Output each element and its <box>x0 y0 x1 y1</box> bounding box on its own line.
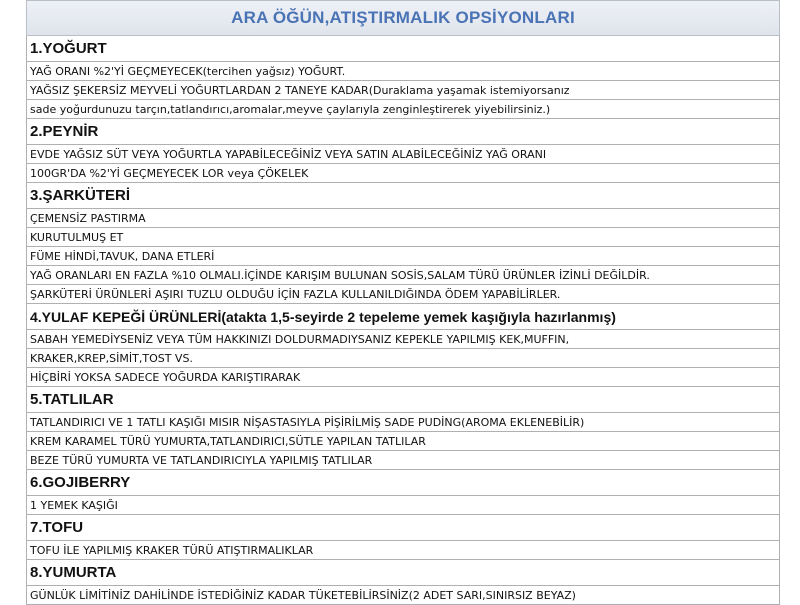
section-heading: 3.ŞARKÜTERİ <box>27 183 779 209</box>
section-heading: 5.TATLILAR <box>27 387 779 413</box>
page-title: ARA ÖĞÜN,ATIŞTIRMALIK OPSİYONLARI <box>231 8 575 27</box>
section-line: ŞARKÜTERİ ÜRÜNLERİ AŞIRI TUZLU OLDUĞU İÇİN FAZLA KULLANILDIĞINDA ÖDEM YAPABİLİRLER. <box>27 285 779 304</box>
section-heading: 4.YULAF KEPEĞİ ÜRÜNLERİ(atakta 1,5-seyirde 2 tepeleme yemek kaşığıyla hazırlanmış) <box>27 304 779 330</box>
section-line: GÜNLÜK LİMİTİNİZ DAHİLİNDE İSTEDİĞİNİZ KADAR TÜKETEBİLİRSİNİZ(2 ADET SARI,SINIRSIZ BEYAZ) <box>27 586 779 605</box>
section-line: 100GR'DA %2'Yİ GEÇMEYECEK LOR veya ÇÖKELEK <box>27 164 779 183</box>
section-line: EVDE YAĞSIZ SÜT VEYA YOĞURTLA YAPABİLECEĞİNİZ VEYA SATIN ALABİLECEĞİNİZ YAĞ ORANI <box>27 145 779 164</box>
section-line: sade yoğurdunuzu tarçın,tatlandırıcı,aromalar,meyve çaylarıyla zenginleştirerek yiyebilirsiniz.) <box>27 100 779 119</box>
section-heading: 8.YUMURTA <box>27 560 779 586</box>
section-line: TATLANDIRICI VE 1 TATLI KAŞIĞI MISIR NİŞASTASIYLA PİŞİRİLMİŞ SADE PUDİNG(AROMA EKLENEBİLİR) <box>27 413 779 432</box>
section-line: HİÇBİRİ YOKSA SADECE YOĞURDA KARIŞTIRARAK <box>27 368 779 387</box>
section-line: SABAH YEMEDİYSENİZ VEYA TÜM HAKKINIZI DOLDURMADIYSANIZ KEPEKLE YAPILMIŞ KEK,MUFFIN, <box>27 330 779 349</box>
section-line: BEZE TÜRÜ YUMURTA VE TATLANDIRICIYLA YAPILMIŞ TATLILAR <box>27 451 779 470</box>
section-line: 1 YEMEK KAŞIĞI <box>27 496 779 515</box>
section-line: FÜME HİNDİ,TAVUK, DANA ETLERİ <box>27 247 779 266</box>
section-line: TOFU İLE YAPILMIŞ KRAKER TÜRÜ ATIŞTIRMALIKLAR <box>27 541 779 560</box>
section-heading: 1.YOĞURT <box>27 36 779 62</box>
section-line: YAĞ ORANLARI EN FAZLA %10 OLMALI.İÇİNDE KARIŞIM BULUNAN SOSİS,SALAM TÜRÜ ÜRÜNLER İZİNLİ DEĞİLDİR. <box>27 266 779 285</box>
section-heading: 2.PEYNİR <box>27 119 779 145</box>
page-title-bar <box>26 0 780 36</box>
section-line: ÇEMENSİZ PASTIRMA <box>27 209 779 228</box>
section-line: YAĞ ORANI %2'Yİ GEÇMEYECEK(tercihen yağsız) YOĞURT. <box>27 62 779 81</box>
section-heading: 6.GOJIBERRY <box>27 470 779 496</box>
section-heading: 7.TOFU <box>27 515 779 541</box>
section-line: KRAKER,KREP,SİMİT,TOST VS. <box>27 349 779 368</box>
section-line: KURUTULMUŞ ET <box>27 228 779 247</box>
options-table <box>26 36 780 605</box>
section-line: YAĞSIZ ŞEKERSİZ MEYVELİ YOĞURTLARDAN 2 TANEYE KADAR(Duraklama yaşamak istemiyorsanız <box>27 81 779 100</box>
section-line: KREM KARAMEL TÜRÜ YUMURTA,TATLANDIRICI,SÜTLE YAPILAN TATLILAR <box>27 432 779 451</box>
